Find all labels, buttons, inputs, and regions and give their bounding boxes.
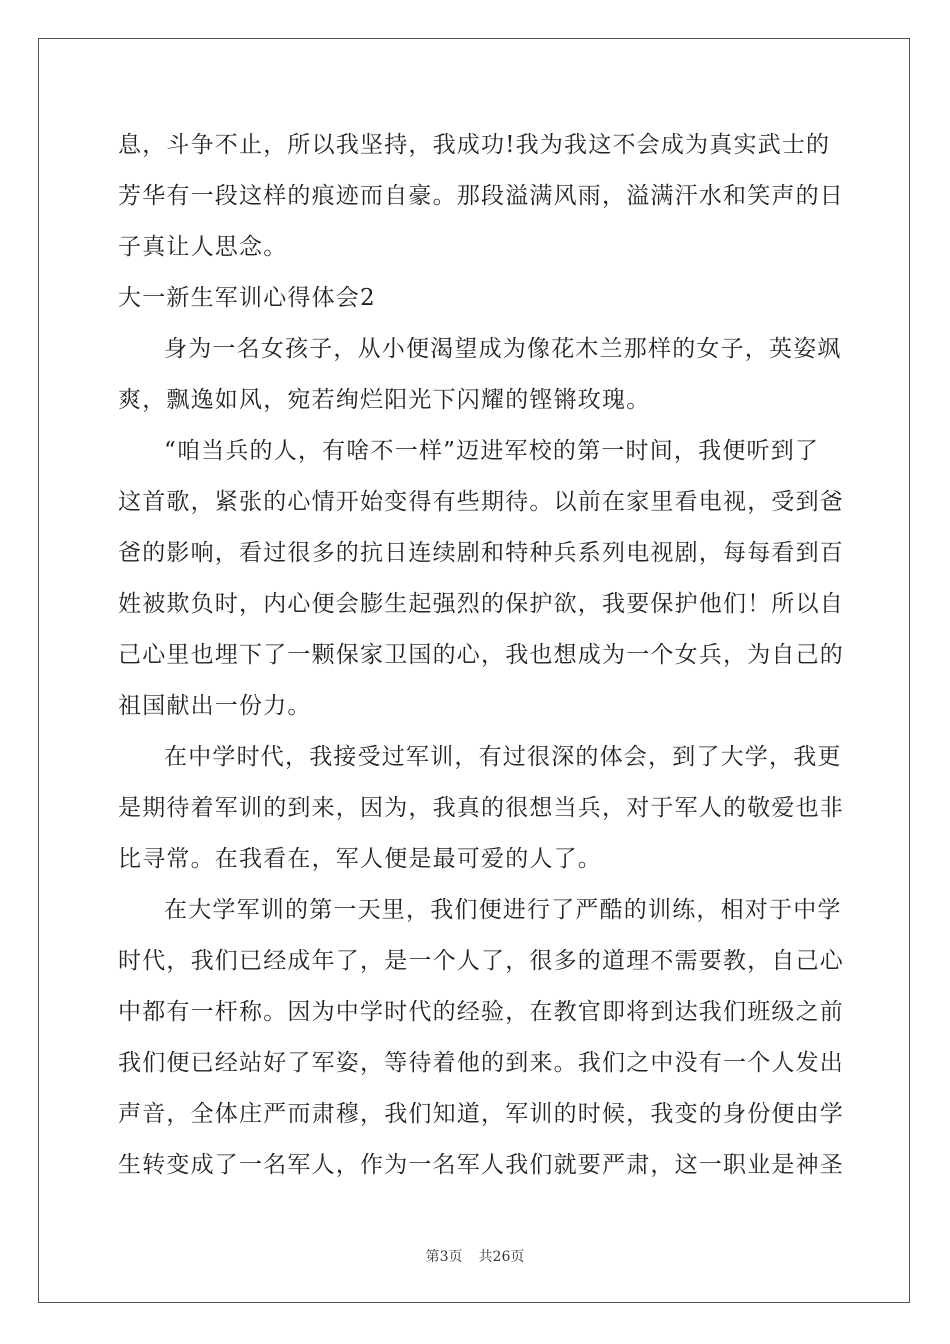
text-line: 息，斗争不止，所以我坚持，我成功!我为我这不会成为真实武士的 (118, 132, 831, 158)
text-line: 时代，我们已经成年了，是一个人了，很多的道理不需要教，自己心 (118, 948, 844, 974)
page-number: 第3页 (425, 1249, 463, 1265)
paragraph-first-line: 在大学军训的第一天里，我们便进行了严酷的训练，相对于中学 (164, 897, 842, 923)
text-line: 比寻常。在我看在，军人便是最可爱的人了。 (118, 846, 602, 872)
text-line: 声音，全体庄严而肃穆，我们知道，军训的时候，我变的身份便由学 (118, 1101, 844, 1127)
text-line: 芳华有一段这样的痕迹而自豪。那段溢满风雨，溢满汗水和笑声的日 (118, 183, 844, 209)
text-line: 子真让人思念。 (118, 234, 288, 260)
text-line: 己心里也埋下了一颗保家卫国的心，我也想成为一个女兵，为自己的 (118, 642, 844, 668)
text-line: 祖国献出一份力。 (118, 693, 312, 719)
text-line: 姓被欺负时，内心便会膨生起强烈的保护欲，我要保护他们！所以自 (118, 591, 844, 617)
section-heading: 大一新生军训心得体会2 (118, 285, 376, 311)
page-total: 共26页 (478, 1249, 525, 1265)
text-line: 爸的影响，看过很多的抗日连续剧和特种兵系列电视剧，每每看到百 (118, 540, 844, 566)
text-line: 爽，飘逸如风，宛若绚烂阳光下闪耀的铿锵玫瑰。 (118, 387, 651, 413)
paragraph-first-line: 在中学时代，我接受过军训，有过很深的体会，到了大学，我更 (164, 744, 842, 770)
paragraph-first-line: 身为一名女孩子，从小便渴望成为像花木兰那样的女子，英姿飒 (164, 336, 842, 362)
paragraph-first-line: “咱当兵的人，有啥不一样”迈进军校的第一时间，我便听到了 (164, 438, 820, 464)
text-line: 是期待着军训的到来，因为，我真的很想当兵，对于军人的敬爱也非 (118, 795, 844, 821)
text-line: 我们便已经站好了军姿，等待着他的到来。我们之中没有一个人发出 (118, 1050, 844, 1076)
text-line: 生转变成了一名军人，作为一名军人我们就要严肃，这一职业是神圣 (118, 1152, 844, 1178)
page-footer (0, 1246, 950, 1266)
document-body (118, 120, 844, 1191)
text-line: 中都有一杆称。因为中学时代的经验，在教官即将到达我们班级之前 (118, 999, 844, 1025)
text-line: 这首歌，紧张的心情开始变得有些期待。以前在家里看电视，受到爸 (118, 489, 844, 515)
